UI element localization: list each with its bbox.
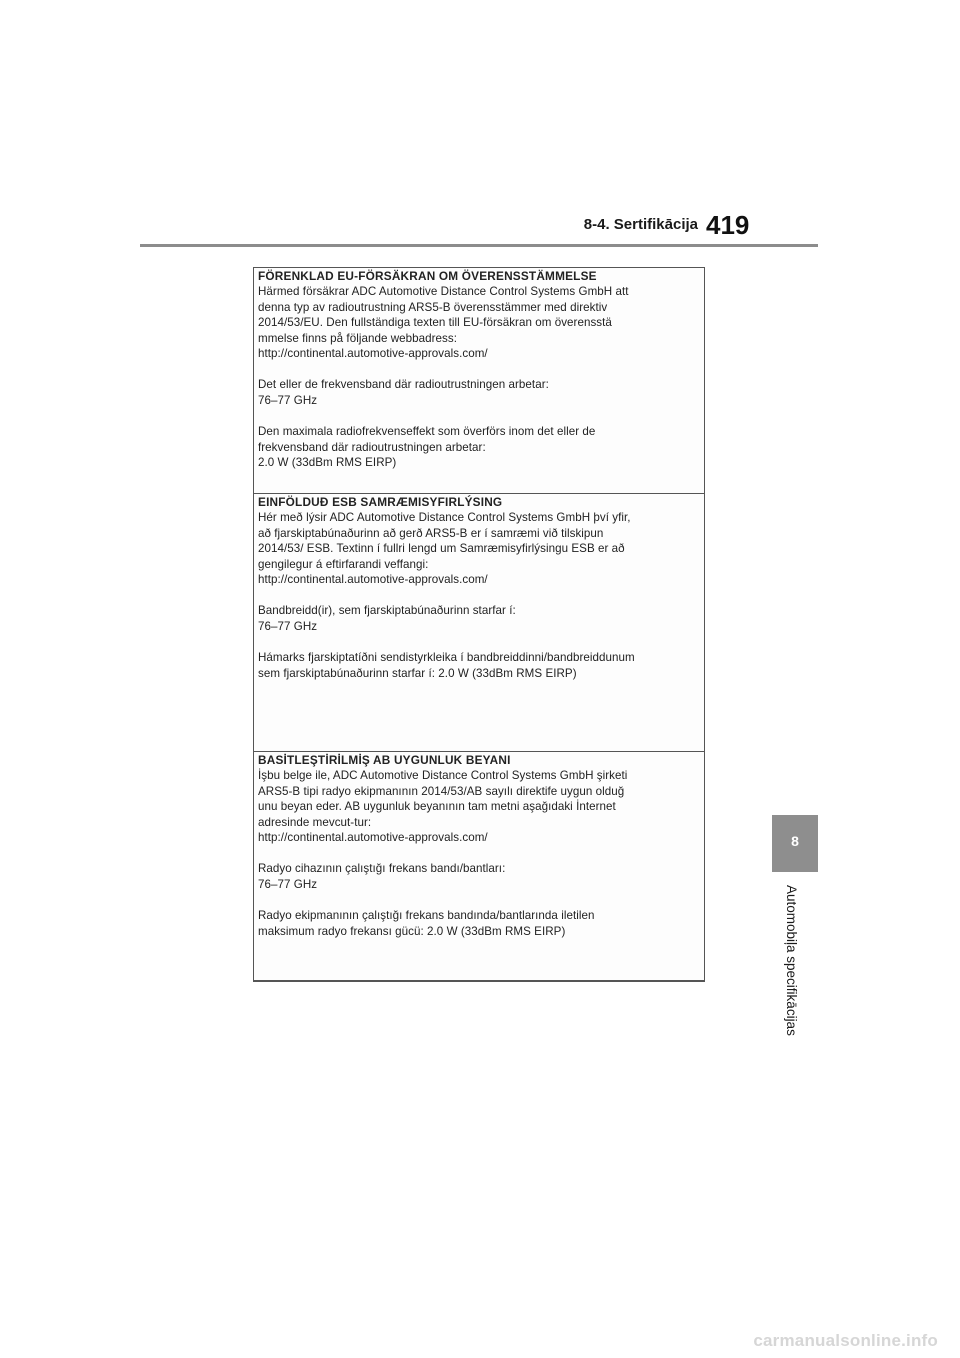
chapter-label	[784, 885, 808, 1065]
declaration-line: denna typ av radioutrustning ARS5-B överensstämmer med direktiv	[258, 300, 608, 314]
declaration-block-icelandic	[254, 494, 704, 752]
section-title: 8-4. Sertifikācija	[583, 216, 698, 233]
power-line: maksimum radyo frekansı gücü: 2.0 W (33dBm RMS EIRP)	[258, 924, 566, 938]
declaration-line: mmelse finns på följande webbadress:	[258, 331, 458, 345]
declaration-line: Härmed försäkrar ADC Automotive Distance Control Systems GmbH att	[258, 285, 629, 299]
page-header	[0, 0, 960, 260]
declaration-block-turkish	[254, 752, 704, 981]
watermark: carmanualsonline.info	[753, 1331, 938, 1350]
declaration-line: ARS5-B tipi radyo ekipmanının 2014/53/AB sayılı direktife uygun olduğ	[258, 784, 625, 798]
declaration-url: http://continental.automotive-approvals.com/	[258, 831, 488, 845]
declaration-line: að fjarskiptabúnaðurinn að gerð ARS5-B er í samræmi við tilskipun	[258, 526, 604, 540]
declaration-line: 2014/53/ ESB. Textinn í fullri lengd um Samræmisyfirlýsingu ESB er að	[258, 542, 625, 556]
declaration-document	[253, 267, 705, 982]
declaration-line: unu beyan eder. AB uygunluk beyanının tam metni aşağıdaki İnternet	[258, 800, 616, 814]
declaration-heading: EINFÖLDUÐ ESB SAMRÆMISYFIRLÝSING	[258, 495, 503, 509]
power-value: 2.0 W (33dBm RMS EIRP)	[258, 456, 397, 470]
power-line: Den maximala radiofrekvenseffekt som överförs inom det eller de	[258, 425, 596, 439]
chapter-tab-number: 8	[791, 833, 799, 849]
frequency-band-value: 76–77 GHz	[258, 393, 318, 407]
declaration-url: http://continental.automotive-approvals.com/	[258, 573, 488, 587]
chapter-tab[interactable]	[772, 815, 818, 872]
frequency-band-label: Radyo cihazının çalıştığı frekans bandı/bantları:	[258, 862, 506, 876]
frequency-band-value: 76–77 GHz	[258, 877, 318, 891]
declaration-line: gengilegur á eftirfarandi veffangi:	[258, 557, 429, 571]
declaration-line: 2014/53/EU. Den fullständiga texten till EU-försäkran om överensstä	[258, 316, 612, 330]
power-line: Radyo ekipmanının çalıştığı frekans bandında/bantlarında iletilen	[258, 909, 595, 923]
power-line: Hámarks fjarskiptatíðni sendistyrkleika í bandbreiddinni/bandbreiddunum	[258, 651, 635, 665]
page-number: 419	[706, 210, 750, 240]
declaration-heading: BASİTLEŞTİRİLMİŞ AB UYGUNLUK BEYANI	[258, 753, 511, 767]
header-rule	[140, 244, 818, 247]
power-line: sem fjarskiptabúnaðurinn starfar í: 2.0 W (33dBm RMS EIRP)	[258, 666, 577, 680]
declaration-line: adresinde mevcut-tur:	[258, 815, 372, 829]
declaration-url: http://continental.automotive-approvals.com/	[258, 347, 488, 361]
declaration-block-swedish	[254, 268, 704, 494]
frequency-band-value: 76–77 GHz	[258, 619, 318, 633]
declaration-heading: FÖRENKLAD EU-FÖRSÄKRAN OM ÖVERENSSTÄMMELSE	[258, 269, 597, 283]
declaration-line: İşbu belge ile, ADC Automotive Distance Control Systems GmbH şirketi	[258, 769, 628, 783]
frequency-band-label: Det eller de frekvensband där radioutrustningen arbetar:	[258, 378, 549, 392]
declaration-line: Hér með lýsir ADC Automotive Distance Control Systems GmbH því yfir,	[258, 511, 631, 525]
power-line: frekvensband där radioutrustningen arbetar:	[258, 440, 486, 454]
frequency-band-label: Bandbreidd(ir), sem fjarskiptabúnaðurinn starfar í:	[258, 604, 516, 618]
chapter-label-text: Automobiļa specifikācijas	[784, 885, 799, 1036]
